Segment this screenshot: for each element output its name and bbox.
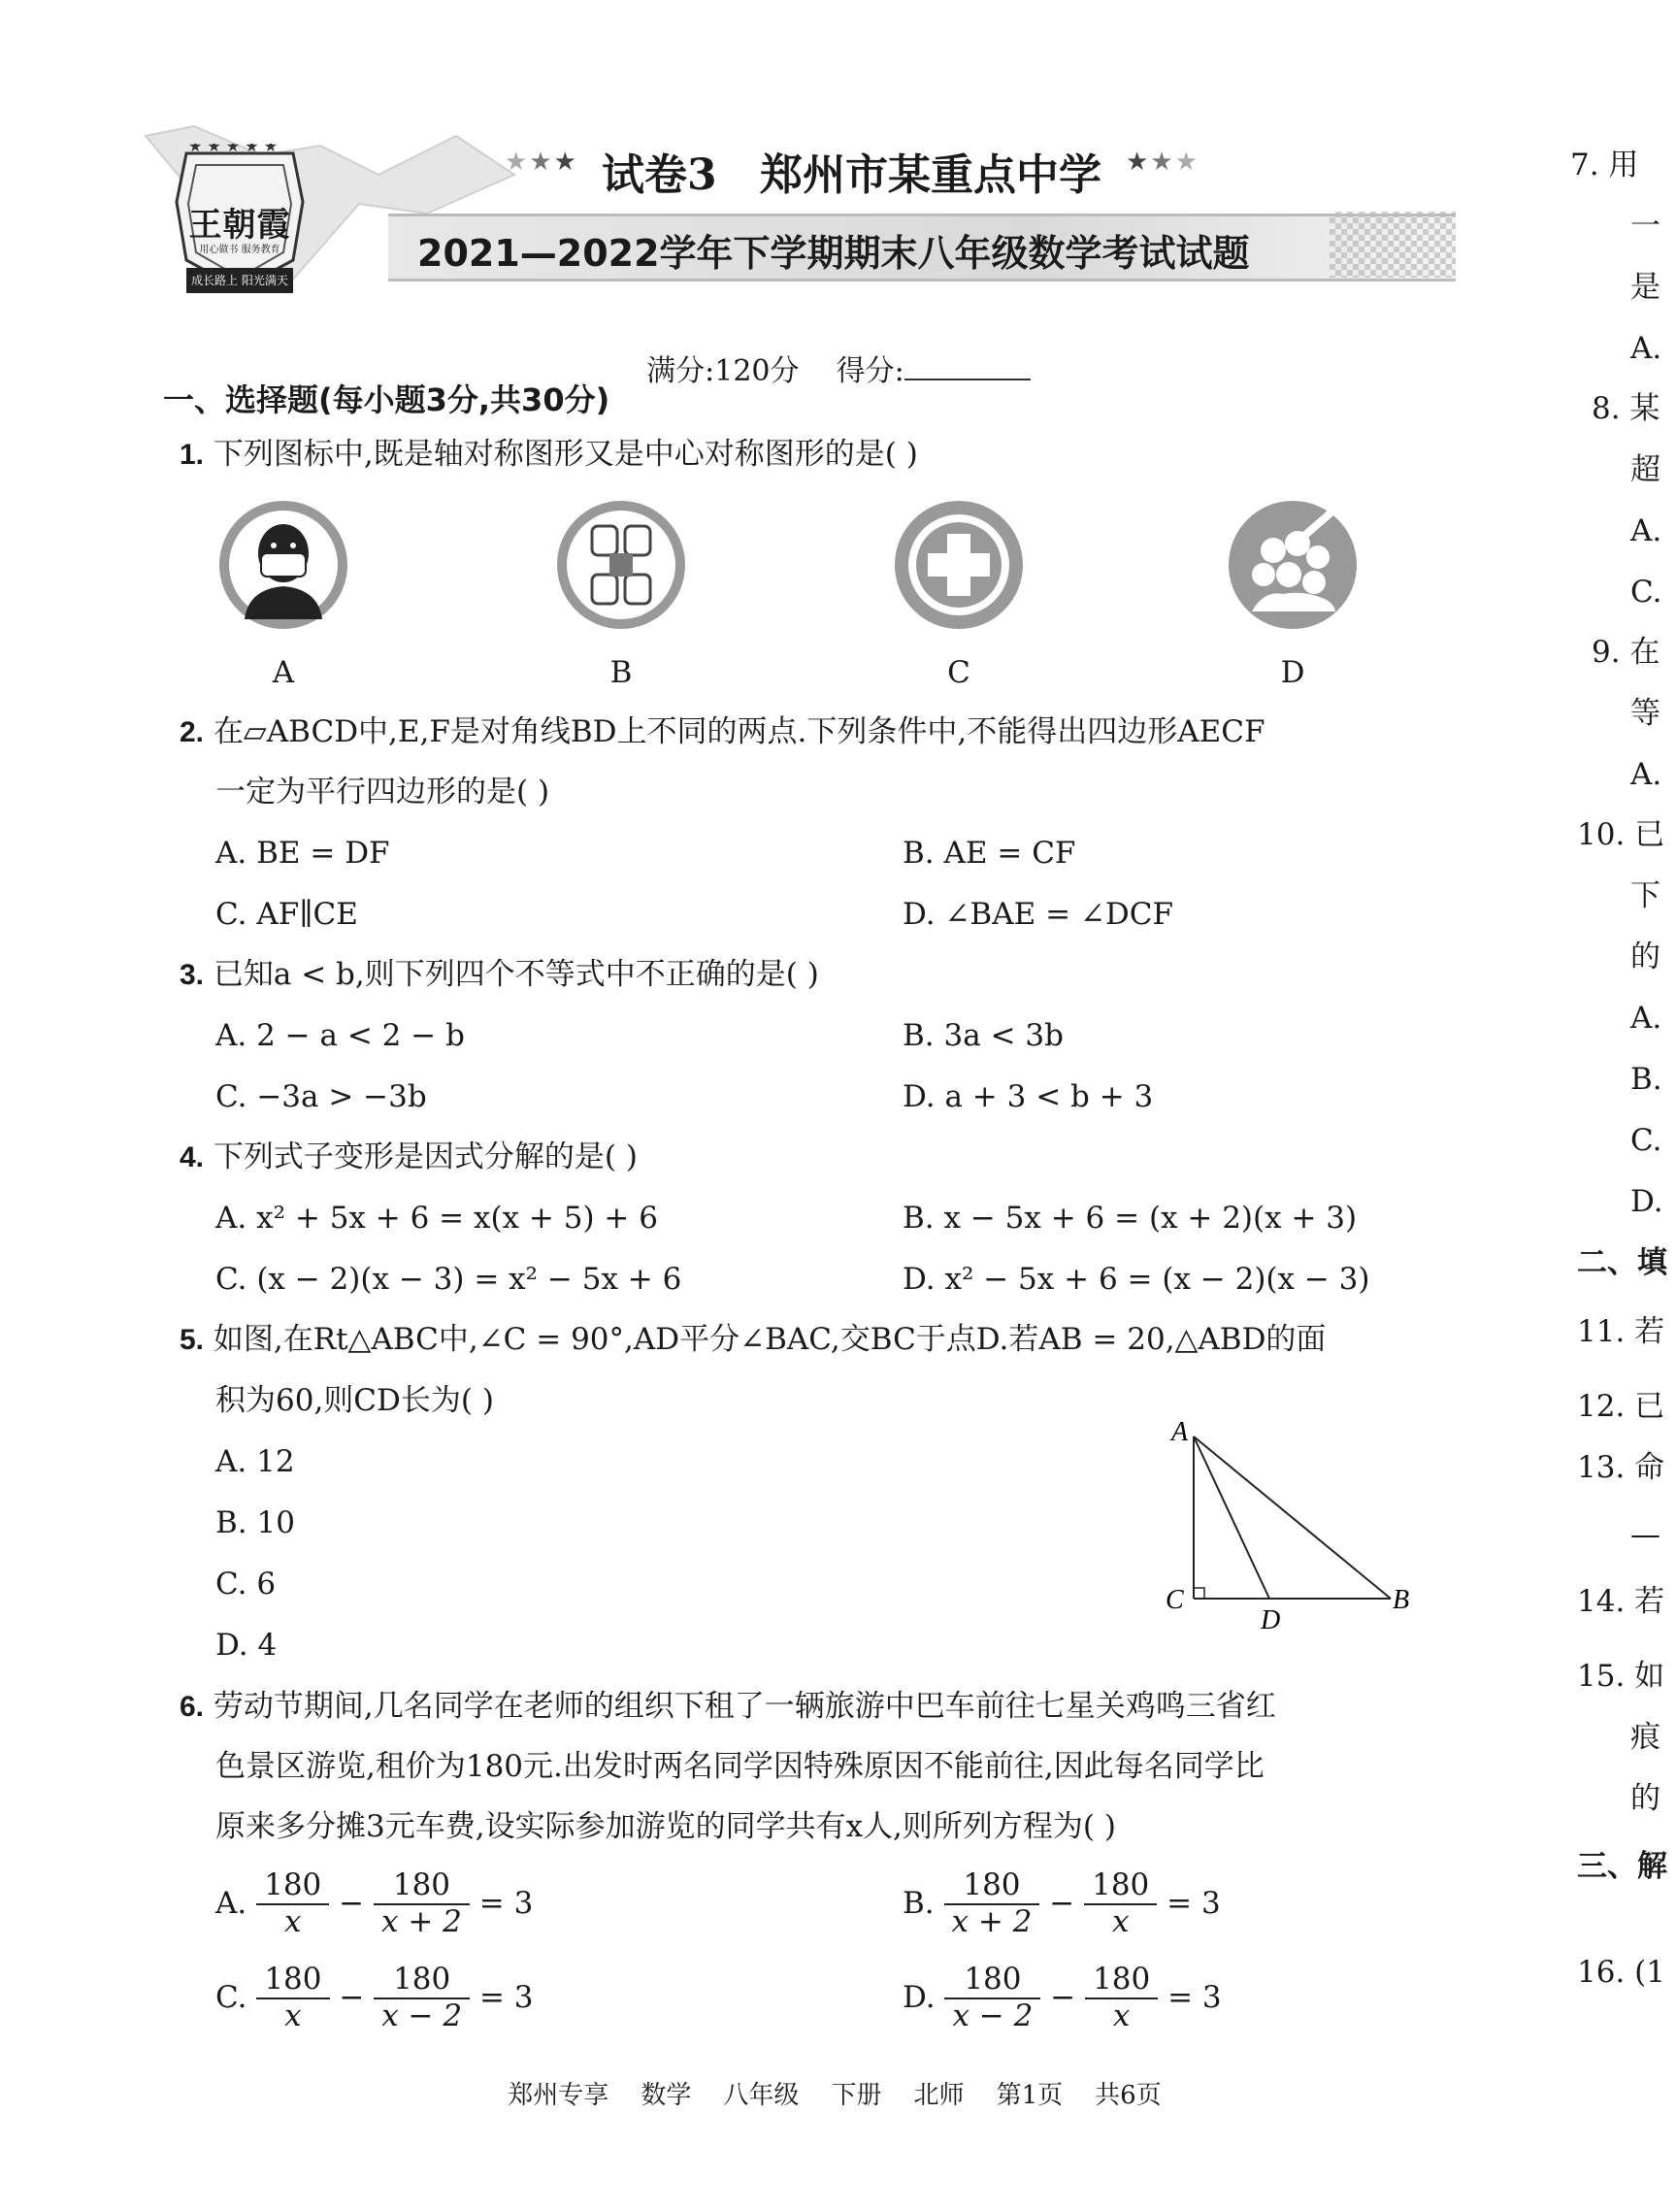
fraction: $\frac{180}{x}$ [1085,1963,1158,2033]
right-item: — [1630,1517,1660,1552]
mask-person-icon [215,497,351,633]
right-item: C. [1630,1123,1662,1158]
question-2 [180,714,1265,749]
right-item: A. [1630,1001,1662,1036]
logo-slogan: 用心做书 服务教育 [199,245,280,255]
right-item: 三、解 [1577,1849,1667,1884]
option-c: C. AF∥CE [215,897,358,932]
right-item: 10. 已 [1577,817,1665,852]
question-number: 2. [180,716,205,748]
question-5 [180,1322,1327,1357]
medical-cross-icon [891,497,1027,633]
option-a: A. 2 − a < 2 − b [215,1018,465,1053]
right-item: 超 [1630,452,1660,487]
question-text: 如图,在Rt△ABC中,∠C = 90°,AD平分∠BAC,交BC于点D.若AB = 20,△ABD的面 [213,1322,1327,1357]
right-item: 的 [1630,940,1660,974]
fraction: $\frac{180}{x + 2}$ [374,1868,470,1939]
question-1 [180,437,918,472]
fraction: $\frac{180}{x - 2}$ [944,1963,1040,2033]
right-item: C. [1630,575,1662,610]
icon-label-a: A [272,655,295,690]
triangle-figure [1160,1417,1431,1631]
question-3 [180,957,819,992]
fraction: $\frac{180}{x}$ [256,1963,329,2033]
right-item: 16. (1 [1577,1955,1665,1990]
option-d: D. 4 [215,1628,278,1663]
no-crowd-icon [1225,497,1361,633]
question-4 [180,1139,638,1174]
vertex-b: B [1393,1585,1410,1615]
right-item: 9. 在 [1592,635,1660,670]
right-item: D. [1630,1184,1663,1219]
question-2-line2: 一定为平行四边形的是( ) [215,775,550,809]
question-6 [180,1689,1276,1724]
score-line [609,313,1031,423]
right-item: A. [1630,513,1662,548]
question-number: 3. [180,959,205,991]
option-d: D. a + 3 < b + 3 [903,1079,1154,1114]
right-item: 痕 [1630,1720,1660,1755]
stars-left-icon: ★★★ [505,148,578,177]
question-number: 5. [180,1324,205,1356]
right-item: 一 [1630,209,1660,244]
right-item: B. [1630,1062,1662,1097]
right-angle-mark [1194,1588,1204,1599]
right-item: 是 [1630,270,1660,305]
vertex-c: C [1166,1585,1184,1615]
option-d: D. ∠BAE = ∠DCF [903,897,1173,932]
checker-pattern [1330,212,1456,278]
question-number: 1. [180,439,205,471]
icon-label-d: D [1280,655,1305,690]
option-a: A. $\frac{180}{x}$ − $\frac{180}{x + 2}$ = 3 [215,1867,534,1939]
hands-together-icon [553,497,689,633]
question-6-line2: 色景区游览,租价为180元.出发时两名同学因特殊原因不能前往,因此每名同学比 [215,1749,1265,1784]
question-5-line2: 积为60,则CD长为( ) [215,1383,494,1418]
option-c: C. (x − 2)(x − 3) = x² − 5x + 6 [215,1262,682,1297]
score-text: 满分:120分 得分: [646,354,904,388]
option-b: B. 10 [215,1505,295,1540]
option-c: C. 6 [215,1567,277,1601]
right-item: 8. 某 [1592,391,1660,426]
option-d: D. $\frac{180}{x - 2}$ − $\frac{180}{x}$ = 3 [903,1962,1222,2033]
fraction: $\frac{180}{x - 2}$ [374,1963,470,2033]
exam-subtitle: 2021—2022学年下学期期末八年级数学考试试题 [417,232,1250,275]
question-6-line3: 原来多分摊3元车费,设实际参加游览的同学共有x人,则所列方程为( ) [215,1809,1116,1844]
question-number: 4. [180,1141,205,1173]
option-b: B. x − 5x + 6 = (x + 2)(x + 3) [903,1201,1358,1236]
question-text: 已知a < b,则下列四个不等式中不正确的是( ) [213,957,819,992]
option-c: C. $\frac{180}{x}$ − $\frac{180}{x - 2}$ = 3 [215,1962,534,2033]
option-b: B. AE = CF [903,836,1076,871]
logo-name: 王朝霞 [188,206,291,245]
right-item: 7. 用 [1570,148,1639,182]
question-text: 在▱ABCD中,E,F是对角线BD上不同的两点.下列条件中,不能得出四边形AECF [213,714,1265,749]
right-item: A. [1630,757,1662,792]
right-item: 的 [1630,1781,1660,1816]
right-item: 等 [1630,696,1660,731]
fraction: $\frac{180}{x}$ [256,1868,329,1939]
question-text: 下列图标中,既是轴对称图形又是中心对称图形的是( ) [213,437,918,472]
logo [167,144,312,299]
page-footer: 郑州专享 数学 八年级 下册 北师 第1页 共6页 [508,2081,1162,2110]
score-blank[interactable] [904,355,1031,380]
option-a: A. BE = DF [215,836,390,871]
svg-text:★ ★ ★ ★ ★: ★ ★ ★ ★ ★ [188,144,279,155]
question-text: 下列式子变形是因式分解的是( ) [213,1139,638,1174]
right-item: 下 [1630,878,1660,913]
option-c: C. −3a > −3b [215,1079,427,1114]
right-item: 二、填 [1577,1245,1667,1280]
fraction: $\frac{180}{x + 2}$ [944,1868,1040,1939]
icon-label-c: C [947,655,970,690]
right-item: 11. 若 [1577,1314,1665,1349]
right-item: 13. 命 [1577,1450,1665,1485]
option-b: B. 3a < 3b [903,1018,1064,1053]
option-b: B. $\frac{180}{x + 2}$ − $\frac{180}{x}$ = 3 [903,1867,1221,1939]
option-d: D. x² − 5x + 6 = (x − 2)(x − 3) [903,1262,1370,1297]
option-a: A. x² + 5x + 6 = x(x + 5) + 6 [215,1201,658,1236]
section-title: 一、选择题(每小题3分,共30分) [163,381,610,418]
stars-right-icon: ★★★ [1126,148,1199,177]
icon-label-b: B [609,655,633,690]
logo-motto: 成长路上 阳光满天 [191,274,288,287]
bisector-ad [1194,1436,1269,1599]
right-item: 12. 已 [1577,1389,1665,1424]
vertex-d: D [1261,1605,1281,1631]
option-a: A. 12 [215,1444,295,1479]
school-name: 郑州市某重点中学 [760,150,1101,200]
right-item: 15. 如 [1577,1659,1665,1694]
side-ab [1194,1436,1391,1599]
vertex-a: A [1171,1417,1189,1447]
right-item: 14. 若 [1577,1584,1665,1619]
right-item: A. [1630,331,1662,366]
paper-title: 试卷3 [602,150,717,200]
question-text: 劳动节期间,几名同学在老师的组织下租了一辆旅游中巴车前往七星关鸡鸣三省红 [213,1689,1276,1724]
question-number: 6. [180,1691,205,1723]
fraction: $\frac{180}{x}$ [1084,1868,1157,1939]
